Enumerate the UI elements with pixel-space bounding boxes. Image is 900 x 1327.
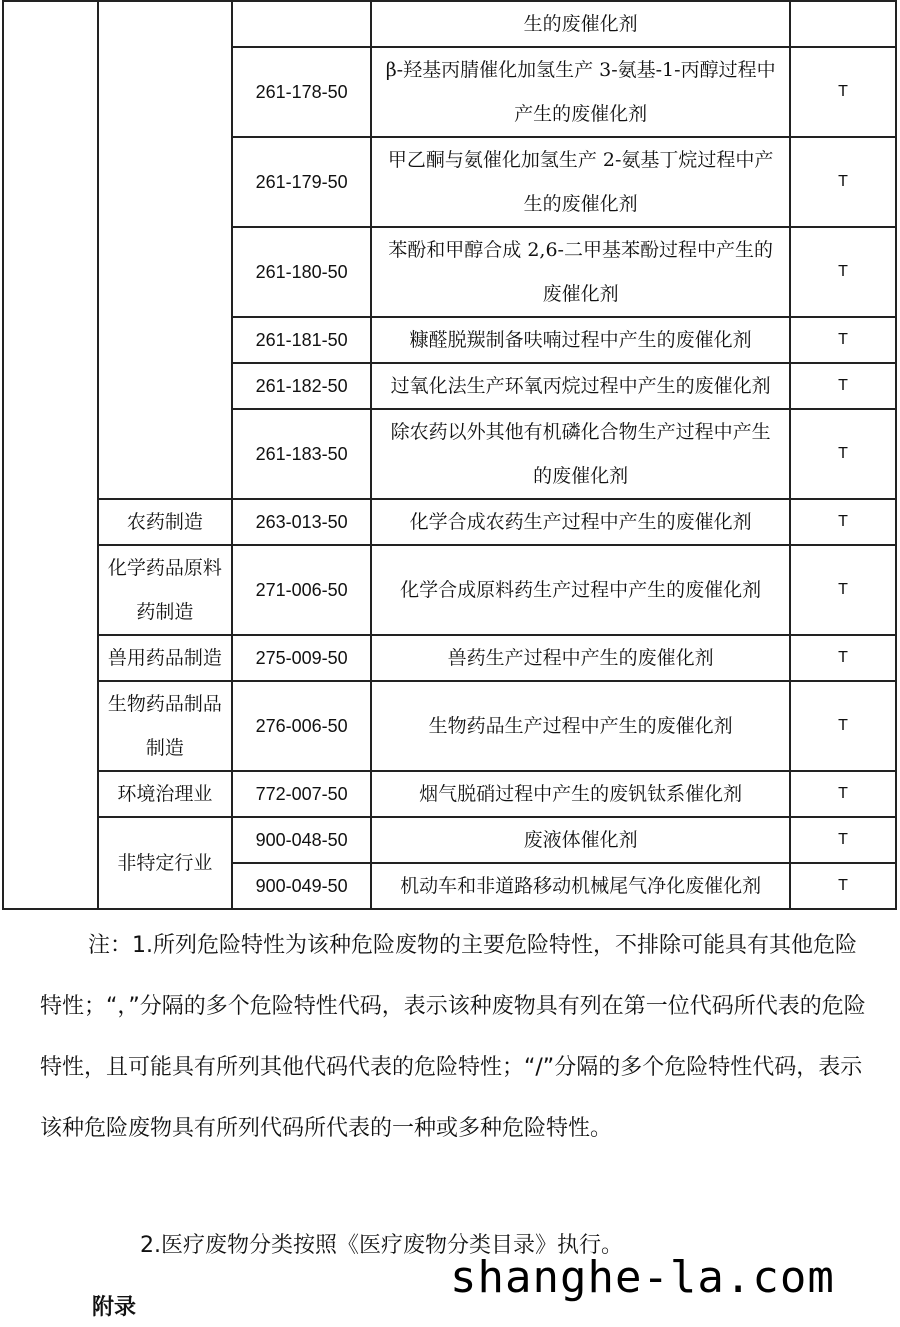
hazard-cell: T <box>790 545 896 635</box>
hazard-cell: T <box>790 499 896 545</box>
industry-cell: 非特定行业 <box>98 817 232 909</box>
waste-code-cell: 900-049-50 <box>232 863 371 909</box>
waste-code-cell: 261-181-50 <box>232 317 371 363</box>
waste-description-cell <box>371 317 790 363</box>
waste-description-cell <box>371 227 790 317</box>
line-text: 农药制造 <box>126 511 203 533</box>
line-text: 甲乙酮与氨催化加氢生产 2-氨基丁烷过程中产 <box>387 149 774 171</box>
waste-description-cell: 废液体催化剂 <box>371 817 790 863</box>
line-text: β-羟基丙腈催化加氢生产 3-氨基-1-丙醇过程中 <box>385 59 776 81</box>
note-1: 注：1.所列危险特性为该种危险废物的主要危险特性，不排除可能具有其他危险特性；“，”分隔的多个危险特性代码，表示该种废物具有列在第一位代码所代表的危险特性，且可能具有所列其他代码代表的危险特性；“/”分隔的多个危险特性代码，表示该种危险废物具有所列代码所代表的一种或多种危险特性。 <box>40 933 866 1141</box>
industry-cell <box>98 499 232 545</box>
industry-cell <box>98 681 232 771</box>
waste-code-cell: 261-179-50 <box>232 137 371 227</box>
hazard-cell: T <box>790 227 896 317</box>
hazard-cell: T <box>790 317 896 363</box>
hazard-cell: T <box>790 47 896 137</box>
line-text: 的废催化剂 <box>533 465 629 487</box>
waste-code-cell: 772-007-50 <box>232 771 371 817</box>
waste-description-cell: 机动车和非道路移动机械尾气净化废催化剂 <box>371 863 790 909</box>
note-2: 2.医疗废物分类按照《医疗废物分类目录》执行。 <box>140 1233 623 1258</box>
watermark: shanghe-la.com <box>450 1252 835 1303</box>
line-text: 生的废催化剂 <box>523 13 638 35</box>
waste-code-cell: 261-180-50 <box>232 227 371 317</box>
line-text: 除农药以外其他有机磷化合物生产过程中产生 <box>390 421 771 443</box>
industry-cell <box>98 635 232 681</box>
waste-description-cell <box>371 137 790 227</box>
appendix-heading: 附录 <box>92 1295 137 1320</box>
line-text: 化学合成农药生产过程中产生的废催化剂 <box>409 511 752 533</box>
table-row <box>3 545 896 635</box>
hazard-cell: T <box>790 817 896 863</box>
hazard-cell: T <box>790 635 896 681</box>
waste-description-cell <box>371 47 790 137</box>
waste-code-cell: 261-183-50 <box>232 409 371 499</box>
line-text: 生的废催化剂 <box>523 193 638 215</box>
line-text: 烟气脱硝过程中产生的废钒钛系催化剂 <box>419 783 743 805</box>
line-text: 过氧化法生产环氧丙烷过程中产生的废催化剂 <box>390 375 771 397</box>
waste-description-cell <box>371 409 790 499</box>
industry-cell <box>98 545 232 635</box>
line-text: 兽用药品制造 <box>107 647 222 669</box>
hazard-cell: T <box>790 409 896 499</box>
waste-code-cell <box>232 1 371 47</box>
waste-description-cell <box>371 363 790 409</box>
category-cell <box>3 1 98 909</box>
table-row <box>3 635 896 681</box>
line-text: 废催化剂 <box>542 283 619 305</box>
line-text: 生物药品生产过程中产生的废催化剂 <box>428 715 733 737</box>
table-row <box>3 771 896 817</box>
table-row <box>3 1 896 47</box>
line-text: 糠醛脱羰制备呋喃过程中产生的废催化剂 <box>409 329 752 351</box>
hazard-cell <box>790 1 896 47</box>
line-text: 兽药生产过程中产生的废催化剂 <box>447 647 714 669</box>
waste-description-cell <box>371 635 790 681</box>
hazard-cell: T <box>790 771 896 817</box>
hazard-cell: T <box>790 137 896 227</box>
line-text: 产生的废催化剂 <box>514 103 648 125</box>
line-text: 化学合成原料药生产过程中产生的废催化剂 <box>400 579 762 601</box>
industry-cell <box>98 1 232 499</box>
hazard-cell: T <box>790 863 896 909</box>
table-row <box>3 499 896 545</box>
waste-code-cell: 900-048-50 <box>232 817 371 863</box>
waste-description-cell <box>371 1 790 47</box>
waste-code-cell: 275-009-50 <box>232 635 371 681</box>
table-row <box>3 817 896 863</box>
waste-code-cell: 261-178-50 <box>232 47 371 137</box>
industry-cell <box>98 771 232 817</box>
line-text: 苯酚和甲醇合成 2,6-二甲基苯酚过程中产生的 <box>388 239 773 261</box>
waste-code-cell: 261-182-50 <box>232 363 371 409</box>
waste-description-cell <box>371 681 790 771</box>
hazard-cell: T <box>790 681 896 771</box>
line-text: 化学药品原料 <box>107 557 222 579</box>
waste-code-cell: 263-013-50 <box>232 499 371 545</box>
hazard-cell: T <box>790 363 896 409</box>
line-text: 生物药品制品 <box>107 693 222 715</box>
waste-code-cell: 271-006-50 <box>232 545 371 635</box>
line-text: 制造 <box>145 737 184 759</box>
waste-description-cell <box>371 499 790 545</box>
waste-description-cell <box>371 545 790 635</box>
table-row <box>3 681 896 771</box>
waste-description-cell <box>371 771 790 817</box>
waste-code-cell: 276-006-50 <box>232 681 371 771</box>
hazardous-waste-table <box>2 0 897 910</box>
line-text: 环境治理业 <box>117 783 213 805</box>
line-text: 药制造 <box>136 601 194 623</box>
